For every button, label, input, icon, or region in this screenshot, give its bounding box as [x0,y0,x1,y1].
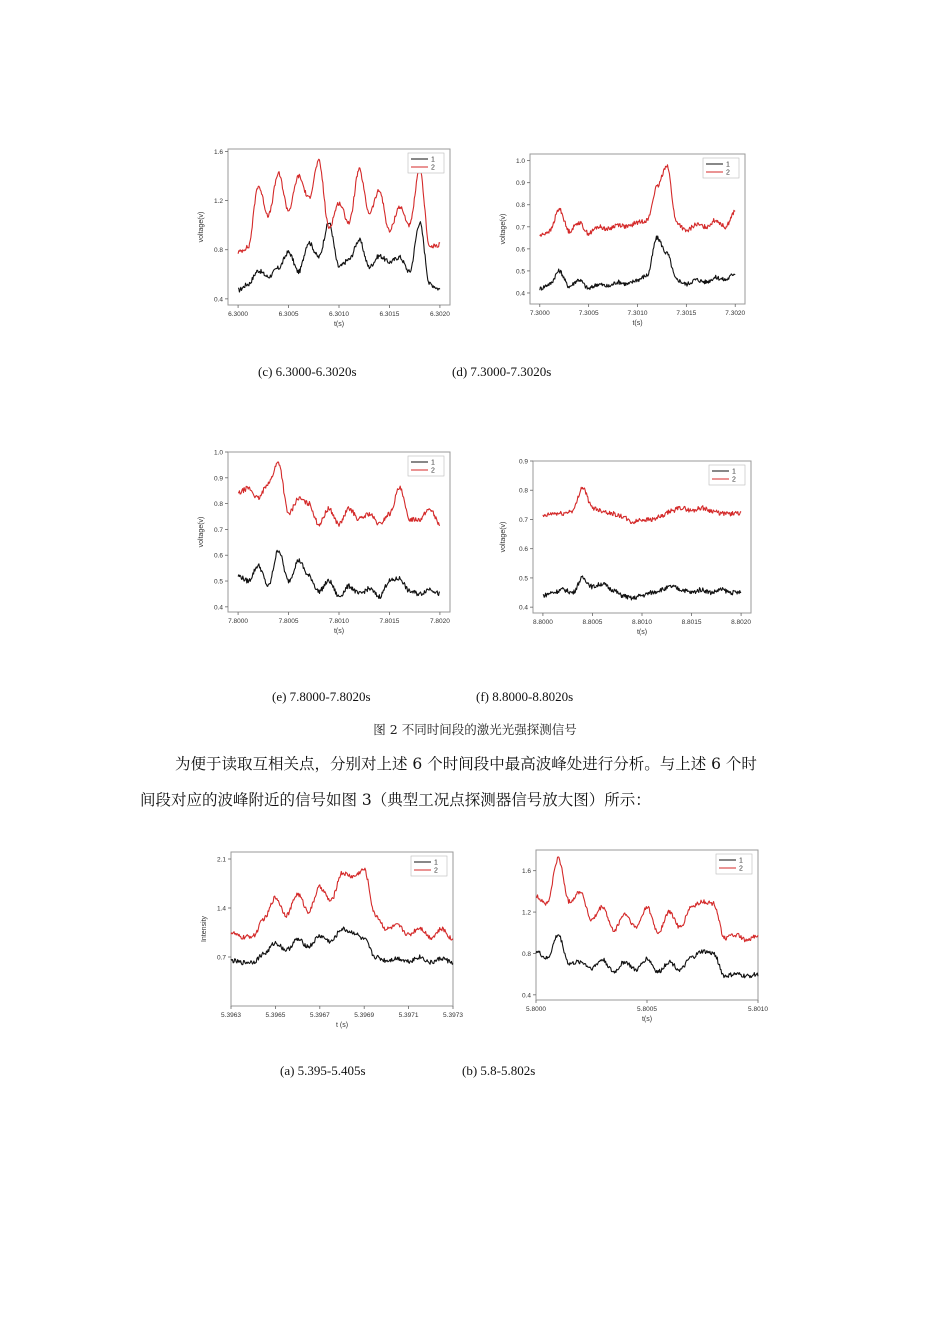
x-tick-label: 7.3005 [578,310,599,317]
chart-c-svg [195,145,455,335]
y-tick-label: 0.9 [518,458,528,466]
x-axis-label: t(s) [641,1016,653,1023]
x-tick-label: 7.3000 [529,310,550,317]
chart-a-svg [198,848,463,1038]
x-tick-label: 5.3963 [221,1012,241,1019]
y-tick-label: 0.8 [213,247,223,255]
legend-label-2: 2 [431,164,435,172]
x-axis-label: t(s) [333,321,345,328]
y-tick-label: 0.8 [213,501,223,509]
series-1-line [543,576,741,600]
x-tick-label: 7.8000 [228,618,249,625]
x-tick-label: 5.3971 [398,1012,419,1019]
y-tick-label: 0.4 [515,290,525,298]
y-tick-label: 0.4 [521,992,531,1000]
y-axis-label: Intensity [201,915,208,943]
y-tick-label: 0.4 [213,296,223,304]
chart-d [497,150,752,335]
x-tick-label: 5.8005 [637,1006,657,1013]
chart-e-svg [195,448,455,643]
y-tick-label: 0.8 [518,487,528,495]
series-2-line [543,487,741,523]
figure-caption: 图 2 不同时间段的激光光强探测信号 [373,722,577,737]
caption-d: (d) 7.3000-7.3020s [452,364,552,379]
chart-b [503,846,768,1031]
series-2-line [238,156,440,254]
y-tick-label: 0.6 [518,546,528,554]
x-tick-label: 5.3969 [354,1012,375,1019]
y-tick-label: 0.5 [213,578,223,586]
y-tick-label: 1.4 [216,905,226,913]
legend-box [709,465,745,485]
legend-box [703,158,739,178]
x-axis-label: t(s) [333,628,345,635]
x-tick-label: 6.3010 [329,311,349,318]
legend-label-1: 1 [732,468,736,476]
y-axis-label: voltage(v) [198,211,205,243]
caption-b: (b) 5.8-5.802s [462,1063,536,1078]
y-tick-label: 1.2 [521,909,531,917]
legend-label-1: 1 [726,161,730,169]
x-tick-label: 5.3973 [443,1012,463,1019]
y-tick-label: 1.6 [521,868,531,876]
x-tick-label: 7.8010 [329,618,349,625]
legend-label-1: 1 [431,459,435,467]
y-tick-label: 0.5 [515,268,525,276]
legend-box [408,456,444,476]
legend-label-2: 2 [726,169,730,177]
y-tick-label: 0.4 [518,604,528,612]
paragraph-line-1: 为便于读取互相关点，分别对上述 6 个时间段中最高波峰处进行分析。与上述 6 个时 [175,755,757,773]
chart-e [195,448,455,643]
x-tick-label: 6.3015 [379,311,400,318]
y-tick-label: 0.6 [213,552,223,560]
legend-label-1: 1 [431,156,435,164]
legend-box [411,856,447,876]
legend-label-2: 2 [434,867,438,875]
legend-label-1: 1 [434,859,438,867]
y-tick-label: 0.7 [518,516,528,524]
x-tick-label: 8.8005 [582,619,603,626]
y-tick-label: 0.5 [518,575,528,583]
chart-f [497,455,757,643]
caption-c: (c) 6.3000-6.3020s [258,364,357,379]
x-tick-label: 7.3010 [627,310,648,317]
y-axis-label: voltage(v) [500,213,507,245]
y-tick-label: 1.2 [213,198,223,206]
chart-b-svg [503,846,768,1031]
y-tick-label: 0.4 [213,604,223,612]
x-tick-label: 8.8010 [632,619,652,626]
legend-label-2: 2 [431,467,435,475]
x-tick-label: 5.3965 [265,1012,286,1019]
x-axis-label: t(s) [636,629,648,636]
x-tick-label: 6.3020 [429,311,450,318]
y-tick-label: 0.8 [515,202,525,210]
legend-label-2: 2 [732,476,736,484]
x-tick-label: 7.3015 [676,310,697,317]
chart-c [195,145,455,335]
y-tick-label: 0.9 [515,180,525,188]
series-1-line [238,222,440,292]
x-tick-label: 8.8015 [681,619,702,626]
x-tick-label: 8.8020 [731,619,752,626]
legend-box [408,153,444,173]
caption-a: (a) 5.395-5.405s [280,1063,366,1078]
series-1-line [231,927,453,965]
legend-box [716,854,752,874]
y-tick-label: 0.9 [213,475,223,483]
x-tick-label: 7.8005 [278,618,299,625]
x-tick-label: 7.8020 [429,618,450,625]
y-tick-label: 0.7 [216,954,226,962]
x-axis-label: t (s) [335,1022,349,1029]
x-axis-label: t(s) [632,320,643,327]
legend-label-2: 2 [739,865,743,873]
y-tick-label: 0.7 [515,224,525,232]
chart-d-svg [497,150,752,335]
y-tick-label: 0.6 [515,246,525,254]
x-tick-label: 5.8010 [748,1006,768,1013]
x-tick-label: 6.3000 [228,311,249,318]
paragraph-line-2: 间段对应的波峰附近的信号如图 3（典型工况点探测器信号放大图）所示： [140,791,651,809]
legend-label-1: 1 [739,857,743,865]
series-1-line [540,236,735,290]
x-tick-label: 6.3005 [278,311,299,318]
y-tick-label: 1.6 [213,148,223,156]
x-tick-label: 8.8000 [532,619,553,626]
y-tick-label: 0.8 [521,950,531,958]
chart-f-svg [497,455,757,643]
x-tick-label: 7.3020 [725,310,746,317]
y-axis-label: voltage(v) [198,516,205,548]
y-tick-label: 0.7 [213,526,223,534]
y-tick-label: 1.0 [515,158,525,166]
paragraph [140,746,820,818]
caption-f: (f) 8.8000-8.8020s [476,689,574,704]
y-tick-label: 2.1 [216,856,226,864]
y-tick-label: 1.0 [213,449,223,457]
series-1-line [238,550,440,598]
caption-e: (e) 7.8000-7.8020s [272,689,371,704]
x-tick-label: 5.3967 [309,1012,330,1019]
x-tick-label: 7.8015 [379,618,400,625]
chart-a [198,848,463,1038]
x-tick-label: 5.8000 [526,1006,546,1013]
y-axis-label: voltage(v) [500,521,507,553]
series-1-line [536,935,758,978]
